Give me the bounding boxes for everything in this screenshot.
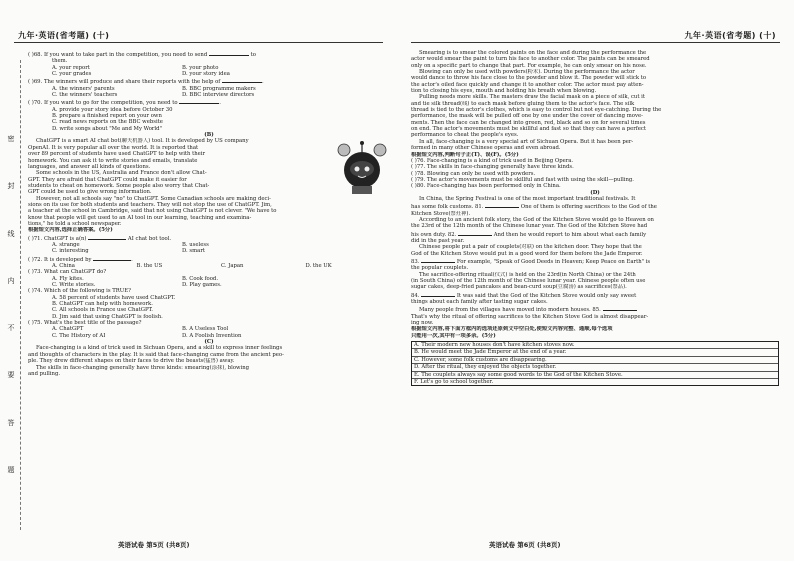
option[interactable]: B. ChatGPT can help with homework. xyxy=(52,301,153,308)
question-74: ( )74. Which of the following is TRUE? xyxy=(28,288,131,295)
left-footer: 英语试卷 第5页 (共8页) xyxy=(118,541,190,549)
answer-blank-81[interactable] xyxy=(485,202,519,208)
answer-blank-85[interactable] xyxy=(603,305,637,311)
option[interactable]: C. Japan xyxy=(221,263,244,269)
option[interactable]: A. 58 percent of students have used ChatGPT. xyxy=(52,294,176,301)
right-header: 九年·英语(省考题) (十) xyxy=(684,31,776,40)
option-box-item: A. Their modern new houses don't have kitchen stoves now. xyxy=(412,342,778,349)
right-page xyxy=(397,0,794,561)
tf-question: ( )76. Face-changing is a kind of trick used in Beijing Opera. xyxy=(411,157,574,164)
answer-blank[interactable] xyxy=(222,77,262,83)
right-column: Smearing is to smear the colored paints on the face and during the performance the actor would smear the paint to turn his face to another color. The paints can be smeared only on a specific part to change that part. For example, he can only smear on his nose. Blowing can only be used with powders(粉末). During the performance the actor would dance to throw his face close to the powder and blow it. The powder will stick to the actor's oiled face quickly and change it to another color. The actor must pay atten- tion to closing his eyes, mouth and holding his breath when blowing. Pulling needs more skills. The masters draw the facial mask on a piece of silk, cut it and tie silk thread(线) to each mask before gluing them to the actor's face. The silk thread is tied to the actor's clothes, which is easy to control but not eye-catching. During the performance, the mask will be pulled off one by one under the cover of dancing move- ments. Then the face can be changed into green, red, black and so on for several times on end. The actor's movements must be skillful and fast so that they can have a perfect performance to cheat the people's eyes. In all, face-changing is a very special art of Sichuan Opera. But it has been per- formed in many other Chinese operas and even abroad. 根据短文内容,判断句子正(T)、误(F)。(5分) ( )76. Face-changing is a kind of trick used in Beijing Opera. ( )77. The skills in face-changing generally have three kinds. ( )78. Blowing can only be used with powders. ( )79. The actor's movements must be skillful and fast with using the skill—pulling. ( )80. Face-changing has been performed only in China. (D) In China, the Spring Festival is one of the most important traditional festivals. It has some folk customs. 81. One of them is offering sacrifices to the God of the Kitchen Stove(祭灶神). According to an ancient folk story, the God of the Kitchen Stove would go to Heaven on the 23rd of the 12th month of the Chinese lunar year. The God of the Kitchen Stove had his own duty. 82. And then he would report to him about what each family did in the past year. Chinese people put a pair of couplets(对联) on the kitchen door. They hope that the God of the Kitchen Stove would put in a good word for them before the Jade Emperor. 83. For example, "Speak of Good Deeds in Heaven; Keep Peace on Earth" is the popular couplets. The sacrifice-offering ritual(仪式) is held on the 23rd(in North China) or the 24th (in South China) of the 12th month of the Chinese lunar year. Chinese people often use sugar cakes, deep-fried pancakes and bean-curd soup(豆腐汤) as sacrifices(祭品). 84. It was said that the God of the Kitchen Stove would only say sweet things about each family after tasting sugar cakes. Many people from the villages have moved into modern houses. 85. That's why the ritual of offering sacrifices to the Kitchen Stove God is almost disappear- ing now. 根据短文内容,将下面方框内的选项还原到文中空白处,使短文内容完整、通顺,每个选项 只能用一次,其中有一项多余。(5分) A. Their modern new houses don't have kitchen stoves now. B. He would meet the Jade Emperor at the end of a year. C. However, some folk customs are disappearing. D. After the ritual, they enjoyed the objects together. E. The couplets always say some good words to the God of the Kitchen Stove. F. Let's go to school together. xyxy=(411,50,779,386)
option-box-item: D. After the ritual, they enjoyed the objects together. xyxy=(412,364,778,371)
left-column: ( )68. If you want to take part in the competition, you need to send to them. A. your report B. your photo C. your grades D. your story idea ( )69. The winners will produce and share their reports with the help of . A. the winners' parents B. BBC programme makers C. the winners' teachers D. BBC interview directors ( )70. If you want to go for the competition, you need to . A. provide your story idea before October 30 B. prepare a finished report on your own C. read news reports on the BBC website D. write songs about "Me and My World" (B) ChatGPT is a smart AI chat bot(聊天机器人) tool. It is developed by US company OpenAI. It is very popular all over the world. It is reported that over 89 percent of students have used ChatGPT to help with their homework. You can ask it to write stories and emails, translate languages, and answer all kinds of questions. Some schools in the US, Australia and France don't allow Chat- GPT. They are afraid that ChatGPT could make it easier for students to cheat on homework. Some people also worry that Chat- GPT could be used to give wrong information. However, not all schools say "no" to ChatGPT. Some Canadian schools are making deci- sions on its use for both students and teachers. They will not stop the use of ChatGPT. Jim, a teacher at the school in Cambridge, said that not using ChatGPT is not clever. "We have to know that people will get used to an AI tool in our learning, teaching and examina- tions," he told a school newspaper. 根据短文内容,选择正确答案。(5分) ( )71. ChatGPT is a(n) AI chat bot tool. A. strange B. useless C. interesting D. smart ( )72. It is developed by . A. China B. the US C. Japan D. the UK ( )73. What can ChatGPT do? A. Fly kites. B. Cook food. C. Write stories. D. Play games. ( )74. Which of the following is TRUE? A. 58 percent of students have used ChatGPT. B. ChatGPT can help with homework. C. All schools in France use ChatGPT. D. Jim said that using ChatGPT is foolish. ( )75. What's the best title of the passage? A. ChatGPT B. A Useless Tool C. The History of AI D. A Foolish Invention (C) Face-changing is a kind of trick used in Sichuan Opera, and a skill to express inner feelings and thoughts of characters in the play. It is said that face-changing came from the ancient peo- ple. They drew different shapes on their faces to drive the beasts(猛兽) away. The skills in face-changing generally have three kinds: smearing(涂抹), blowing and pulling. xyxy=(28,50,390,377)
seal-char: 答 xyxy=(7,418,15,427)
option[interactable]: A. your report xyxy=(52,64,90,71)
passage-c-continued: Smearing is to smear the colored paints on the face and during the performance the actor would smear the paint to turn his face to another color. The paints can be smeared only on a specific part to change that part. For example, he can only smear on his nose. Blowing can only be used with powders(粉末). During the performance the actor would dance to throw his face close to the powder and blow it. The powder will stick to the actor's oiled face quickly and change it to another color. The actor must pay atten- tion to closing his eyes, mouth and holding his breath when blowing. Pulling needs more skills. The masters draw the facial mask on a piece of silk, cut it and tie silk thread(线) to each mask before gluing them to the actor's face. The silk thread is tied to the actor's clothes, which is easy to control but not eye-catching. During the performance, the mask will be pulled off one by one under the cover of dancing move- ments. Then the face can be changed into green, red, black and so on for several times on end. The actor's movements must be skillful and fast so that they can have a perfect performance to cheat the people's eyes. In all, face-changing is a very special art of Sichuan Opera. But it has been per- formed in many other Chinese operas and even abroad. xyxy=(411,50,662,152)
left-header-rule xyxy=(14,42,383,43)
question-70: ( )70. If you want to go for the competition, you need to . xyxy=(28,100,221,107)
robot-illustration-icon xyxy=(334,136,390,196)
question-72: ( )72. It is developed by . xyxy=(28,256,133,263)
option[interactable]: B. your photo xyxy=(182,64,219,71)
seal-char: 内 xyxy=(7,276,15,285)
option[interactable]: B. the US xyxy=(136,263,163,269)
option[interactable]: D. your story idea xyxy=(182,71,230,78)
seal-char: 要 xyxy=(7,371,15,380)
option[interactable]: A. ChatGPT xyxy=(52,326,84,333)
option[interactable]: A. provide your story idea before October 30 xyxy=(52,106,173,113)
tf-question: ( )80. Face-changing has been performed only in China. xyxy=(411,183,561,190)
option[interactable]: C. interesting xyxy=(52,248,89,255)
instruction-b: 根据短文内容,选择正确答案。(5分) xyxy=(28,227,113,234)
answer-blank[interactable] xyxy=(88,234,126,240)
option[interactable]: D. BBC interview directors xyxy=(182,92,255,99)
option[interactable]: D. smart xyxy=(182,248,205,255)
option[interactable]: C. Write stories. xyxy=(52,282,96,289)
right-footer: 英语试卷 第6页 (共8页) xyxy=(489,541,561,549)
option[interactable]: A. China xyxy=(52,263,75,269)
option-box-item: B. He would meet the Jade Emperor at the end of a year. xyxy=(412,349,778,356)
option[interactable]: B. A Useless Tool xyxy=(182,326,229,333)
option[interactable]: B. BBC programme makers xyxy=(182,85,256,92)
seal-dashed-line xyxy=(20,60,21,530)
answer-blank-83[interactable] xyxy=(421,257,455,263)
option[interactable]: D. the UK xyxy=(305,263,332,269)
question-71: ( )71. ChatGPT is a(n) AI chat bot tool. xyxy=(28,235,172,242)
answer-blank-84[interactable] xyxy=(421,291,455,297)
answer-blank-82[interactable] xyxy=(458,230,492,236)
section-c-title: (C) xyxy=(204,339,214,346)
tf-question: ( )78. Blowing can only be used with powders. xyxy=(411,170,536,177)
answer-blank[interactable] xyxy=(179,98,219,104)
seal-char: 不 xyxy=(7,324,15,333)
tf-question: ( )77. The skills in face-changing generally have three kinds. xyxy=(411,164,574,171)
question-68: ( )68. If you want to take part in the competition, you need to send to xyxy=(28,52,256,58)
option[interactable]: C. read news reports on the BBC website xyxy=(52,119,163,126)
passage-b: ChatGPT is a smart AI chat bot(聊天机器人) tool. It is developed by US company OpenAI. It is very popular all over the world. It is reported that over 89 percent of students have used ChatGPT to help with their homework. You can ask it to write stories and emails, translate languages, and answer all kinds of questions. Some schools in the US, Australia and France don't allow Chat- GPT. They are afraid that ChatGPT could make it easier for students to cheat on homework. Some people also worry that Chat- GPT could be used to give wrong information. However, not all schools say "no" to ChatGPT. Some Canadian schools are making deci- sions on its use for both students and teachers. They will not stop the use of ChatGPT. Jim, a teacher at the school in Cambridge, said that not using ChatGPT is not clever. "We have to know that people will get used to an AI tool in our learning, teaching and examina- tions," he told a school newspaper. xyxy=(28,138,390,227)
seal-char: 题 xyxy=(7,465,15,474)
option[interactable]: C. your grades xyxy=(52,71,92,78)
option[interactable]: A. the winners' parents xyxy=(52,85,115,92)
question-75: ( )75. What's the best title of the passage? xyxy=(28,320,142,327)
option[interactable]: A. strange xyxy=(52,241,80,248)
option-box-item: F. Let's go to school together. xyxy=(414,378,494,385)
option[interactable]: A. Fly kites. xyxy=(52,275,84,282)
option-box-item: E. The couplets always say some good words to the God of the Kitchen Stove. xyxy=(412,372,778,379)
option[interactable]: B. useless xyxy=(182,241,209,248)
question-73: ( )73. What can ChatGPT do? xyxy=(28,269,107,276)
option[interactable]: C. The History of AI xyxy=(52,332,106,339)
instruction-c: 根据短文内容,判断句子正(T)、误(F)。(5分) xyxy=(411,151,519,158)
seal-char: 封 xyxy=(7,182,15,191)
left-header: 九年·英语(省考题) (十) xyxy=(18,31,110,40)
option-box-item: C. However, some folk customs are disappearing. xyxy=(412,357,778,364)
option[interactable]: D. A Foolish Invention xyxy=(182,332,242,339)
option[interactable]: B. Cook food. xyxy=(182,275,218,282)
option[interactable]: D. write songs about "Me and My World" xyxy=(52,125,162,132)
option[interactable]: D. Jim said that using ChatGPT is foolish. xyxy=(52,313,163,320)
answer-blank[interactable] xyxy=(209,50,249,56)
instruction-d: 根据短文内容,将下面方框内的选项还原到文中空白处,使短文内容完整、通顺,每个选项 xyxy=(411,326,613,333)
question-69: ( )69. The winners will produce and share their reports with the help of . xyxy=(28,79,264,86)
seal-char: 线 xyxy=(7,229,15,238)
options-box xyxy=(411,341,779,386)
option[interactable]: C. All schools in France use ChatGPT. xyxy=(52,307,153,314)
section-d-title: (D) xyxy=(590,189,600,196)
tf-question: ( )79. The actor's movements must be skillful and fast with using the skill—pulling. xyxy=(411,176,634,183)
option[interactable]: B. prepare a finished report on your own xyxy=(52,113,162,120)
section-b-title: (B) xyxy=(204,132,214,139)
option[interactable]: C. the winners' teachers xyxy=(52,92,118,99)
passage-d: In China, the Spring Festival is one of the most important traditional festivals. It has some folk customs. 81. One of them is offering sacrifices to the God of the Kitchen Stove(祭灶神). According to an ancient folk story, the God of the Kitchen Stove would go to Heaven on the 23rd of the 12th month of the Chinese lunar year. The God of the Kitchen Stove had his own duty. 82. And then he would report to him about what each family did in the past year. Chinese people put a pair of couplets(对联) on the kitchen door. They hope that the God of the Kitchen Stove would put in a good word for them before the Jade Emperor. 83. For example, "Speak of Good Deeds in Heaven; Keep Peace on Earth" is the popular couplets. The sacrifice-offering ritual(仪式) is held on the 23rd(in North China) or the 24th (in South China) of the 12th month of the Chinese lunar year. Chinese people often use sugar cakes, deep-fried pancakes and bean-curd soup(豆腐汤) as sacrifices(祭品). 84. It was said that the God of the Kitchen Stove would only say sweet things about each family after tasting sugar cakes. Many people from the villages have moved into modern houses. 85. That's why the ritual of offering sacrifices to the Kitchen Stove God is almost disappear- ing now. xyxy=(411,195,657,327)
option[interactable]: D. Play games. xyxy=(182,282,222,289)
seal-char: 密 xyxy=(7,135,15,143)
seal-line-text xyxy=(3,135,19,475)
answer-blank[interactable] xyxy=(93,255,131,261)
passage-c: Face-changing is a kind of trick used in Sichuan Opera, and a skill to express inner feelings and thoughts of characters in the play. It is said that face-changing came from the ancient peo- ple. They drew different shapes on their faces to drive the beasts(猛兽) away. The skills in face-changing generally have three kinds: smearing(涂抹), blowing and pulling. xyxy=(28,345,284,377)
right-header-rule xyxy=(411,42,780,43)
